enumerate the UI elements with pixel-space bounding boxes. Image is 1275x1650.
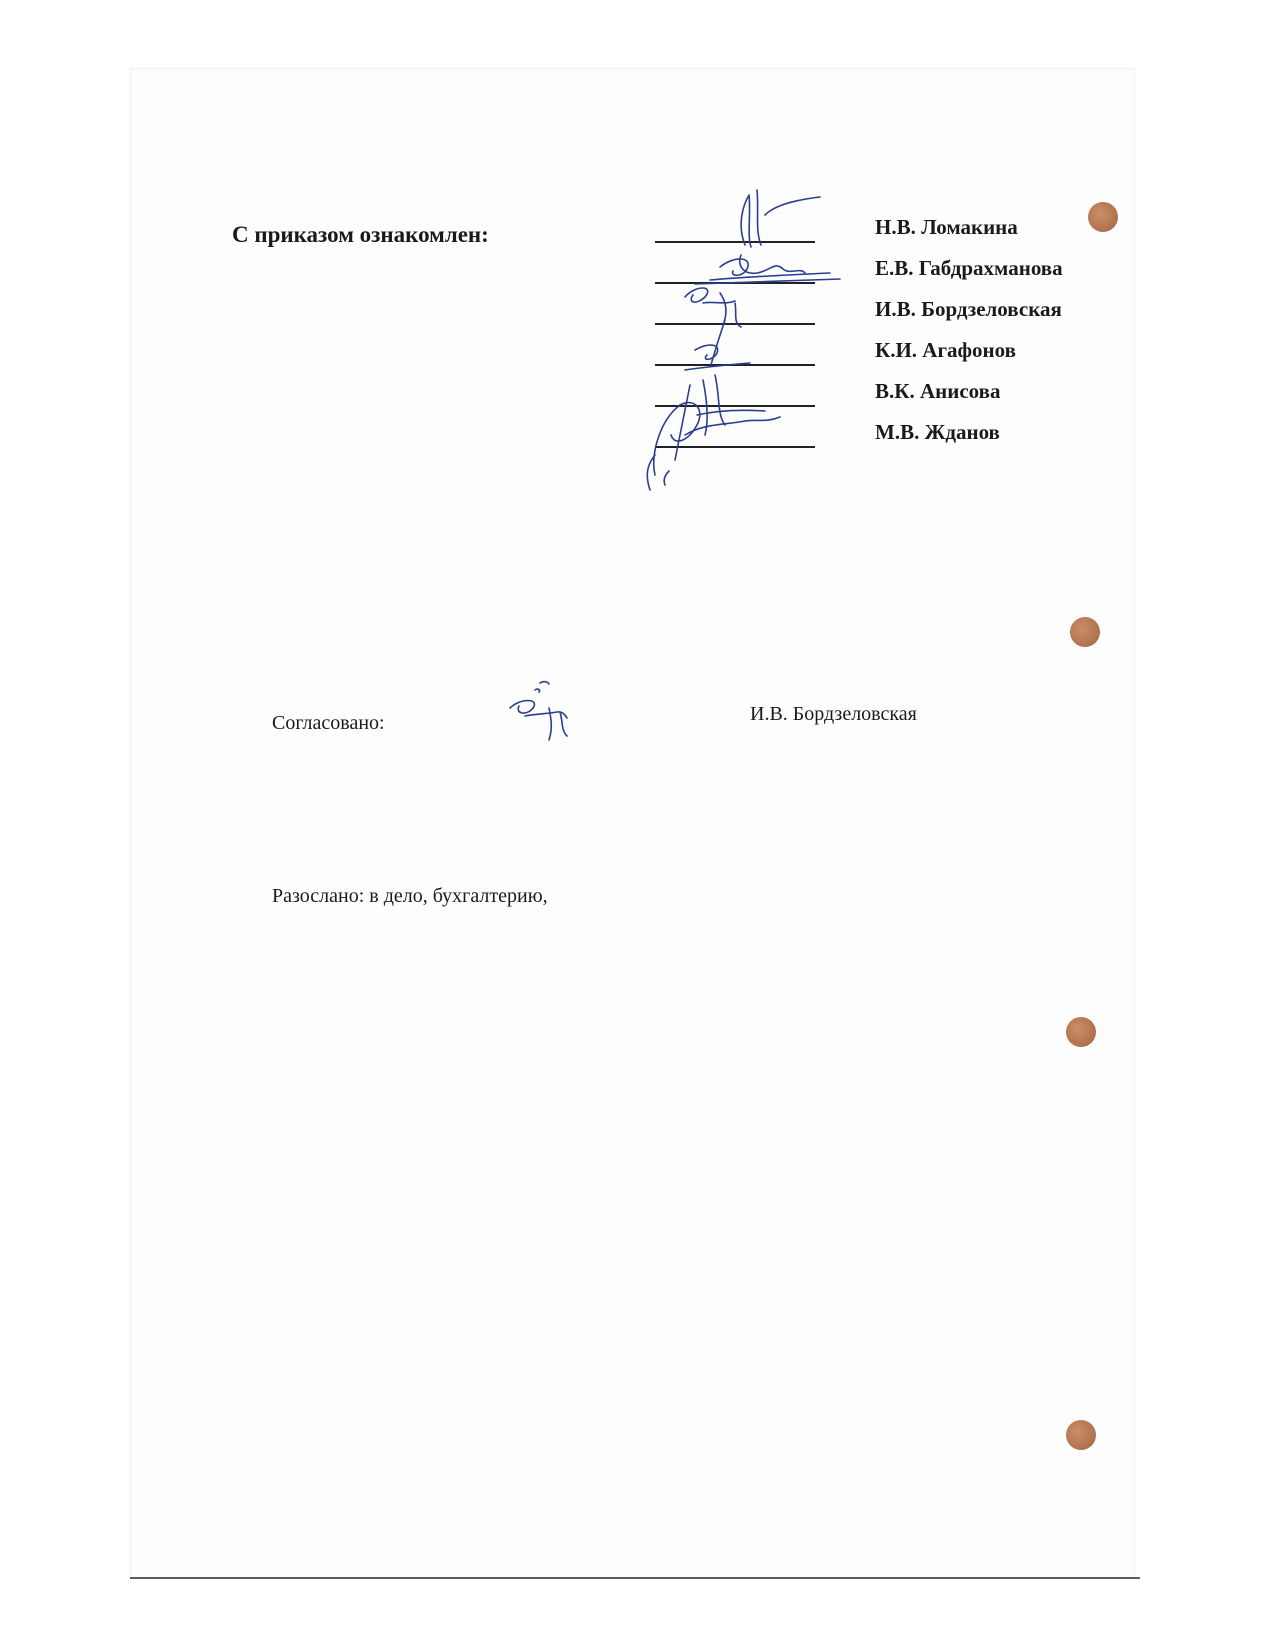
approval-signature bbox=[505, 678, 585, 748]
signatory-name: Н.В. Ломакина bbox=[875, 215, 1018, 239]
signature-gabdrakhmanova bbox=[695, 255, 840, 284]
signatory-name: И.В. Бордзеловская bbox=[875, 297, 1062, 321]
signatory-name: К.И. Агафонов bbox=[875, 338, 1016, 362]
handwritten-signatures bbox=[625, 185, 865, 505]
distribution-note: Разослано: в дело, бухгалтерию, bbox=[272, 885, 548, 907]
signature-zhdanov bbox=[647, 403, 780, 490]
punch-hole bbox=[1088, 202, 1118, 232]
approval-signature-stroke bbox=[510, 682, 567, 740]
signature-anisova bbox=[675, 375, 765, 460]
signatory-name: Е.В. Габдрахманова bbox=[875, 256, 1063, 280]
signature-bordzelovskaya bbox=[685, 288, 741, 327]
signatory-name: В.К. Анисова bbox=[875, 379, 1001, 403]
punch-hole bbox=[1066, 1017, 1096, 1047]
page-bottom-edge bbox=[130, 1577, 1140, 1579]
signature-lomakina bbox=[741, 190, 820, 247]
punch-hole bbox=[1066, 1420, 1096, 1450]
acknowledgement-heading: С приказом ознакомлен: bbox=[232, 222, 489, 247]
punch-hole bbox=[1070, 617, 1100, 647]
approval-name: И.В. Бордзеловская bbox=[750, 703, 917, 725]
signatory-name: М.В. Жданов bbox=[875, 420, 1000, 444]
approval-label: Согласовано: bbox=[272, 712, 385, 734]
